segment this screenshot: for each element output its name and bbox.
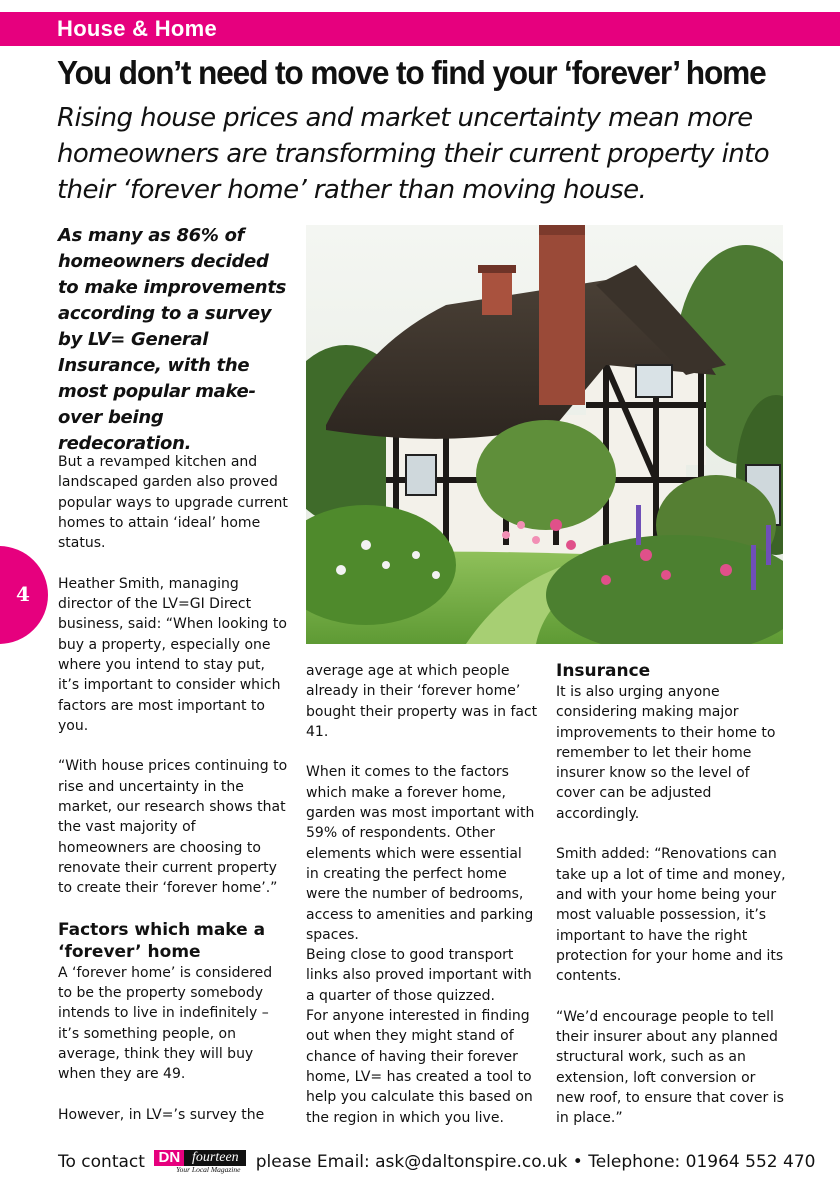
- logo-wordmark: fourteen: [184, 1150, 246, 1166]
- footer-prefix: To contact: [58, 1152, 145, 1172]
- footer-phone: Telephone: 01964 552 470: [588, 1152, 816, 1172]
- paragraph: But a revamped kitchen and landscaped garden also proved popular ways to upgrade current homes to attain ‘ideal’ home status.: [58, 454, 288, 552]
- article-column-3: [556, 660, 788, 1129]
- paragraph: Heather Smith, managing director of the LV=GI Direct business, said: “When looking to buy a property, especially one where you intend to stay put, it’s important to consider which factors are most important to you.: [58, 575, 287, 734]
- cottage-photo: [306, 225, 783, 644]
- footer-email: please Email: ask@daltonspire.co.uk: [255, 1152, 568, 1172]
- page-number: 4: [16, 582, 30, 606]
- section-label: House & Home: [57, 16, 218, 41]
- paragraph: Being close to good transport links also proved important with a quarter of those quizzed.: [306, 947, 532, 1004]
- paragraph: When it comes to the factors which make a forever home, garden was most important with 59% of respondents. Other elements which were essential in creating the perfect home were the number of bedrooms, access to amenities and parking spaces.: [306, 764, 535, 943]
- contact-footer: [58, 1149, 816, 1175]
- paragraph: However, in LV=’s survey the: [58, 1106, 265, 1123]
- paragraph: “We’d encourage people to tell their insurer about any planned structural work, such as an extension, loft conversion or new roof, to ensure that cover is in place.”: [556, 1008, 784, 1127]
- subheading-insurance: Insurance: [556, 661, 651, 681]
- footer-separator: •: [572, 1152, 583, 1172]
- paragraph: For anyone interested in finding out when they might stand of chance of having their forever home, LV= has created a tool to help you calculate this based on the region in which you live.: [306, 1008, 533, 1126]
- paragraph: It is also urging anyone considering making major improvements to their home to remember to let their home insurer know so the level of cover can be adjusted accordingly.: [556, 684, 776, 822]
- article-standfirst: Rising house prices and market uncertainty mean more homeowners are transforming their current property into their ‘forever home’ rather than moving house.: [57, 103, 769, 205]
- paragraph: “With house prices continuing to rise and uncertainty in the market, our research shows that the vast majority of homeowners are choosing to renovate their current property to create their ‘forever home’.”: [58, 758, 288, 897]
- logo-tagline: Your Local Magazine: [176, 1165, 241, 1174]
- subheading-factors: Factors which make a ‘forever’ home: [58, 919, 266, 962]
- article-headline: You don’t need to move to find your ‘forever’ home: [57, 54, 766, 91]
- paragraph: A ‘forever home’ is considered to be the property somebody intends to live in indefinitely – it’s something people, on average, think they will buy when they are 49.: [58, 964, 273, 1083]
- article-intro: As many as 86% of homeowners decided to make improvements according to a survey by LV= General Insurance, with the most popular make-over being redecoration.: [58, 225, 287, 454]
- dn-fourteen-logo: [154, 1150, 246, 1174]
- article-column-1: [58, 452, 290, 1125]
- logo-dn: DN: [154, 1150, 184, 1166]
- paragraph: Smith added: “Renovations can take up a lot of time and money, and with your home being your most valuable possession, it’s important to have the right protection for your home and its contents.: [556, 846, 786, 985]
- article-column-2: [306, 661, 538, 1128]
- paragraph: average age at which people already in their ‘forever home’ bought their property was in fact 41.: [306, 663, 538, 740]
